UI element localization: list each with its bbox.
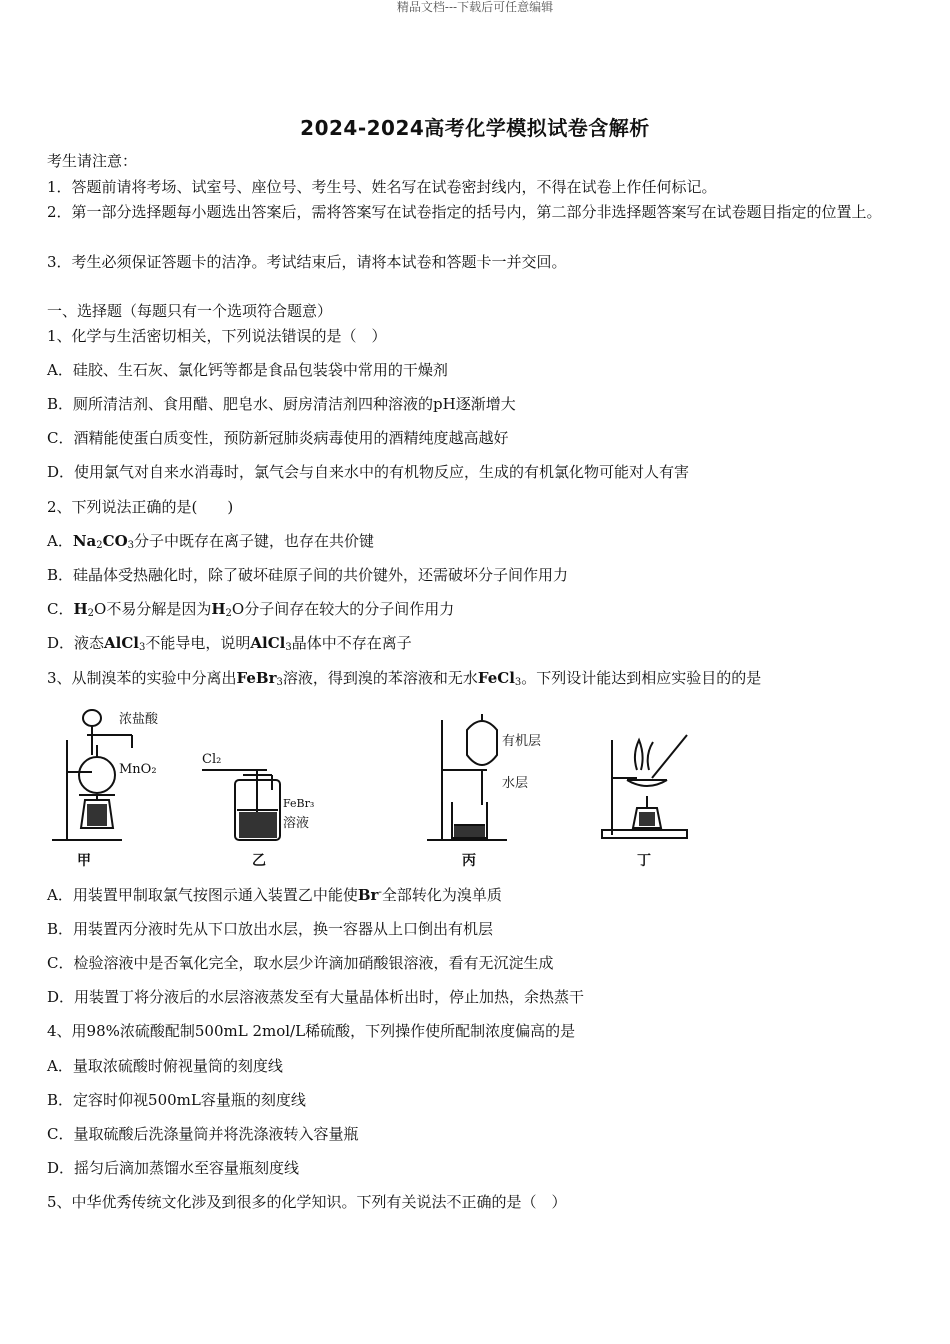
- formula-fecl: FeCl: [477, 669, 515, 687]
- apparatus-label-ding: 丁: [637, 853, 651, 869]
- q1-stem: 1、化学与生活密切相关，下列说法错误的是（ ）: [47, 327, 387, 345]
- q4-stem: 4、用98%浓硫酸配制500mL 2mol/L稀硫酸，下列操作使所配制浓度偏高的是: [47, 1022, 576, 1040]
- q2-c-mid: O不易分解是因为: [94, 600, 212, 618]
- section-heading: 一、选择题（每题只有一个选项符合题意）: [47, 302, 333, 320]
- q2-d-text: 晶体中不存在离子: [291, 634, 412, 652]
- q2-option-a: [47, 531, 374, 551]
- formula-na: Na: [72, 532, 97, 550]
- formula-co: CO: [102, 532, 128, 550]
- q2-c-text: O分子间存在较大的分子间作用力: [231, 600, 455, 618]
- q4-option-c: C．量取硫酸后洗涤量筒并将洗涤液转入容量瓶: [47, 1125, 359, 1143]
- subscript: 2: [96, 540, 103, 551]
- q2-option-b: B．硅晶体受热融化时，除了破坏硅原子间的共价键外，还需破坏分子间作用力: [47, 566, 569, 584]
- q3-option-b: B．用装置丙分液时先从下口放出水层，换一容器从上口倒出有机层: [47, 920, 494, 938]
- solid-label: MnO₂: [119, 762, 157, 777]
- apparatus-label-yi: 乙: [252, 853, 266, 869]
- q1-option-d: D．使用氯气对自来水消毒时，氯气会与自来水中的有机物反应，生成的有机氯化物可能对人有害: [47, 463, 690, 481]
- q4-option-a: A．量取浓硫酸时俯视量筒的刻度线: [47, 1057, 283, 1075]
- notice-item-2: 2．第一部分选择题每小题选出答案后，需将答案写在试卷指定的括号内，第二部分非选择题答案写在试卷题目指定的位置上。: [47, 203, 882, 221]
- q2-option-c: [47, 599, 454, 619]
- q3-option-d: D．用装置丁将分液后的水层溶液蒸发至有大量晶体析出时，停止加热，余热蒸干: [47, 988, 585, 1006]
- q2-c-prefix: C．: [47, 600, 74, 618]
- notice-heading: 考生请注意：: [47, 152, 138, 170]
- q2-a-text: 分子中既存在离子键，也存在共价键: [134, 532, 375, 550]
- q1-option-a: A．硅胶、生石灰、氯化钙等都是食品包装袋中常用的干燥剂: [47, 361, 448, 379]
- ion-br: Br: [357, 886, 379, 904]
- gas-label: Cl₂: [202, 752, 222, 767]
- organic-layer-label: 有机层: [502, 734, 542, 749]
- q3-option-a: [47, 885, 502, 905]
- q3-option-c: C．检验溶液中是否氧化完全，取水层少许滴加硝酸银溶液，看有无沉淀生成: [47, 954, 554, 972]
- superscript: -: [378, 887, 382, 898]
- q5-stem: 5、中华优秀传统文化涉及到很多的化学知识。下列有关说法不正确的是（ ）: [47, 1193, 567, 1211]
- q3-stem-mid: 溶液，得到溴的苯溶液和无水: [282, 669, 478, 687]
- page-title: 2024-2024高考化学模拟试卷含解析: [300, 116, 650, 140]
- q3-a-prefix: A．用装置甲制取氯气按图示通入装置乙中能使: [47, 886, 358, 904]
- apparatus-label-jia: 甲: [77, 853, 91, 869]
- subscript: 3: [127, 540, 135, 551]
- formula-h: H: [211, 600, 226, 618]
- formula-alcl: AlCl: [104, 634, 140, 652]
- formula-alcl: AlCl: [250, 634, 286, 652]
- reagent-label: 浓盐酸: [119, 712, 159, 727]
- q3-stem-prefix: 3、从制溴苯的实验中分离出: [47, 669, 237, 687]
- formula-h: H: [73, 600, 88, 618]
- q2-option-d: [47, 633, 412, 653]
- q2-stem: 2、下列说法正确的是( ): [47, 498, 234, 516]
- q4-option-d: D．摇匀后滴加蒸馏水至容量瓶刻度线: [47, 1159, 300, 1177]
- q2-a-prefix: A．: [47, 532, 73, 550]
- notice-item-1: 1．答题前请将考场、试室号、座位号、考生号、姓名写在试卷密封线内，不得在试卷上作任何标记。: [47, 178, 717, 196]
- q1-option-c: C．酒精能使蛋白质变性，预防新冠肺炎病毒使用的酒精纯度越高越好: [47, 429, 509, 447]
- q3-stem: [47, 668, 761, 688]
- apparatus-label-bing: 丙: [462, 853, 476, 869]
- aqueous-layer-label: 水层: [502, 776, 529, 791]
- q4-option-b: B．定容时仰视500mL容量瓶的刻度线: [47, 1091, 306, 1109]
- subscript: 3: [276, 677, 283, 688]
- solution-label: FeBr₃: [283, 797, 315, 810]
- q2-d-mid: 不能导电，说明: [145, 634, 251, 652]
- notice-item-3: 3．考生必须保证答题卡的洁净。考试结束后，请将本试卷和答题卡一并交回。: [47, 253, 567, 271]
- subscript: 2: [87, 608, 95, 619]
- subscript: 3: [285, 642, 292, 653]
- subscript: 3: [139, 642, 146, 653]
- subscript: 2: [225, 608, 232, 619]
- q3-a-text: 全部转化为溴单质: [381, 886, 502, 904]
- formula-febr: FeBr: [236, 669, 277, 687]
- apparatus-figure: [47, 700, 707, 875]
- solution-label-2: 溶液: [283, 816, 310, 831]
- header-watermark: 精品文档---下载后可任意编辑: [396, 0, 554, 14]
- q2-d-prefix: D．液态: [47, 634, 105, 652]
- subscript: 3: [514, 677, 522, 688]
- q3-stem-text: 。下列设计能达到相应实验目的的是: [521, 669, 762, 687]
- q1-option-b: B．厕所清洁剂、食用醋、肥皂水、厨房清洁剂四种溶液的pH逐渐增大: [47, 395, 516, 413]
